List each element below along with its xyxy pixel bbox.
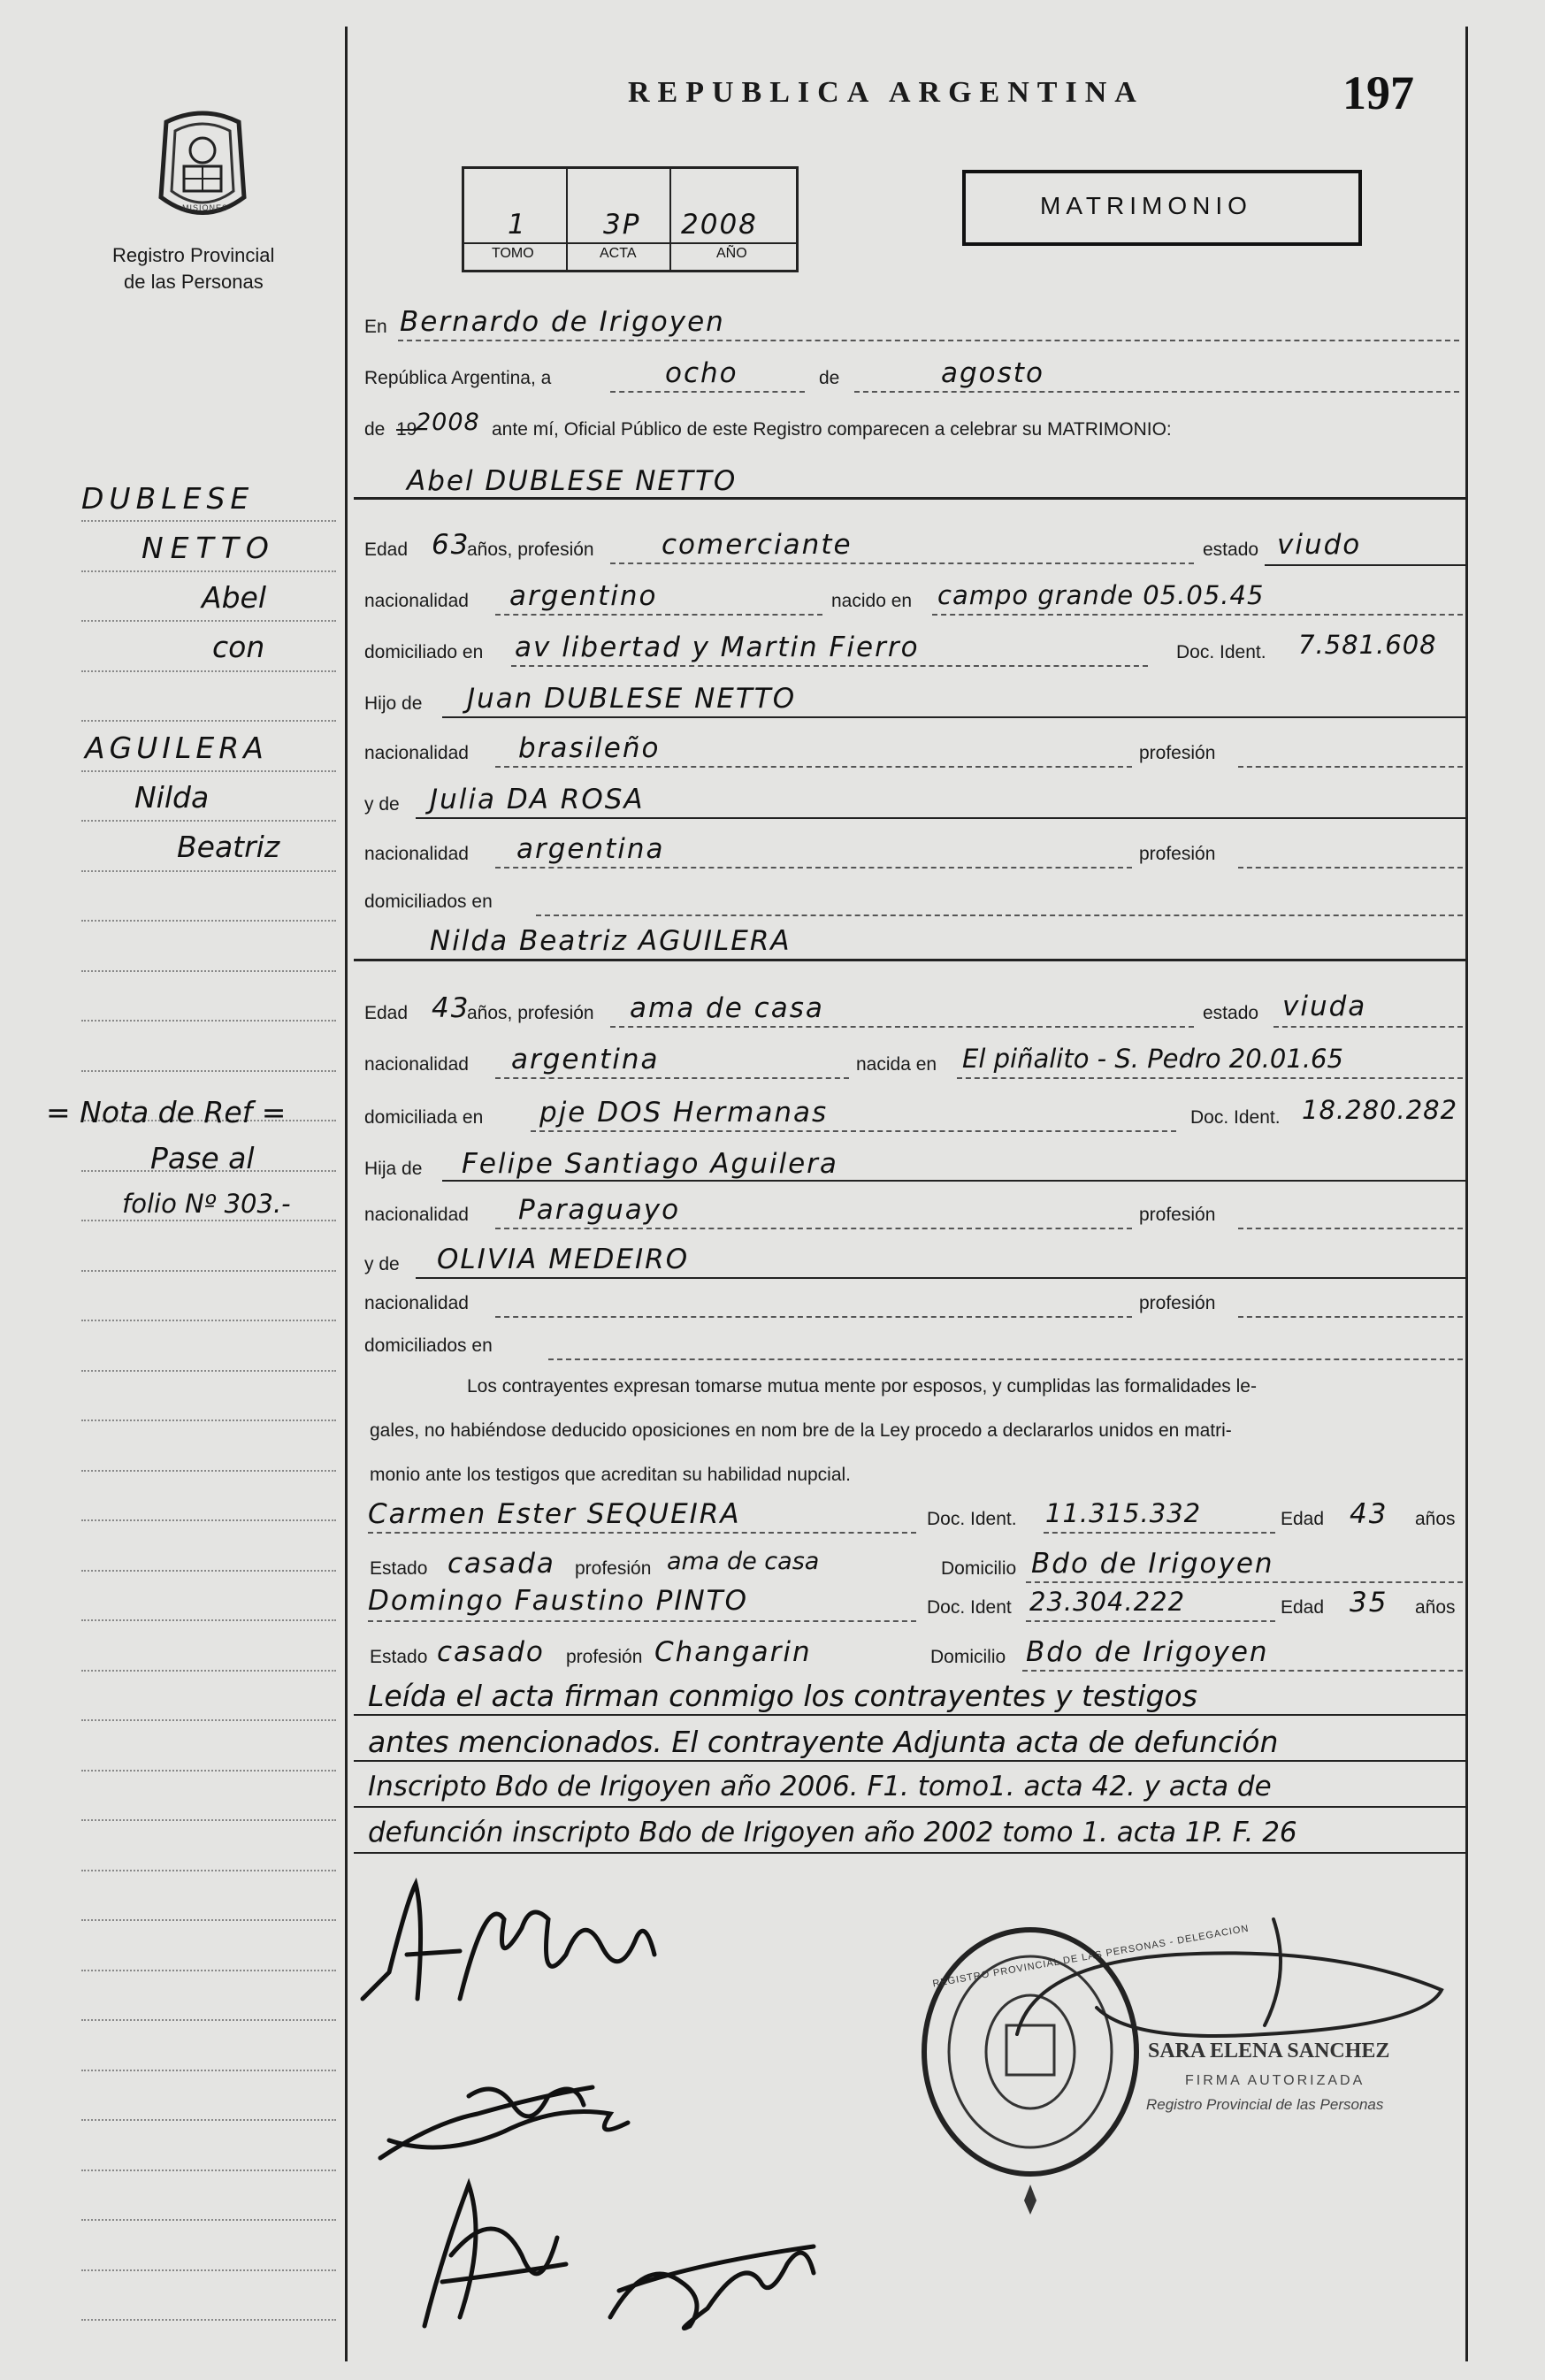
margin-rule-line	[81, 620, 336, 622]
groom-address-line	[511, 665, 1148, 667]
groom-edad-row-line	[1265, 564, 1466, 566]
witness1-anos-label: años	[1415, 1509, 1456, 1529]
bride-mother-nat-label: nacionalidad	[364, 1293, 469, 1313]
margin-rule-line	[81, 1970, 336, 1971]
margin-rule-line	[81, 1570, 336, 1572]
declaration-line-2: gales, no habiéndose deducido oposiciones en nom bre de la Ley procedo a declararlos unidos en matri-	[370, 1420, 1232, 1441]
witness1-occupation: ama de casa	[667, 1548, 820, 1575]
margin-rule-line	[81, 1320, 336, 1321]
officer-title: FIRMA AUTORIZADA	[1185, 2073, 1365, 2088]
bride-address-line	[531, 1130, 1176, 1132]
witness2-status: casado	[437, 1636, 545, 1668]
groom-doc-number: 7.581.608	[1298, 630, 1437, 660]
bride-father: Felipe Santiago Aguilera	[462, 1148, 838, 1180]
day-fill-line	[610, 391, 805, 393]
witness2-estado-label: Estado	[370, 1647, 428, 1667]
groom-domiciliados-label: domiciliados en	[364, 892, 493, 912]
bride-name-line	[354, 959, 1466, 961]
margin-bride-given1: Nilda	[134, 780, 210, 815]
witness1-doc-number: 11.315.332	[1045, 1498, 1202, 1528]
right-border-line	[1465, 27, 1468, 2361]
closing-note-line-4: defunción inscripto Bdo de Irigoyen año 2002 tomo 1. acta 1P. F. 26	[368, 1817, 1297, 1848]
witness2-name: Domingo Faustino PINTO	[368, 1585, 749, 1617]
de-label: de	[819, 368, 840, 388]
groom-father: Juan DUBLESE NETTO	[467, 683, 797, 715]
country-title: REPUBLICA ARGENTINA	[628, 76, 1144, 109]
groom-nationality: argentino	[509, 580, 658, 612]
marriage-month: agosto	[941, 357, 1044, 389]
place-fill-line	[398, 340, 1459, 341]
bride-nationality: argentina	[511, 1044, 660, 1075]
margin-rule-line	[81, 920, 336, 922]
intro-sentence: ante mí, Oficial Público de este Registro comparecen a celebrar su MATRIMONIO:	[492, 419, 1172, 440]
marriage-place: Bernardo de Irigoyen	[400, 306, 725, 338]
margin-groom-surname2: NETTO	[141, 531, 276, 565]
acta-label: ACTA	[600, 246, 637, 261]
groom-mother-nat-line	[495, 867, 1132, 869]
groom-mother-nat-label: nacionalidad	[364, 844, 469, 864]
witness2-doc-label: Doc. Ident	[927, 1597, 1012, 1618]
margin-rule-line	[81, 870, 336, 872]
groom-estado-label: estado	[1203, 540, 1259, 560]
witness1-domicilio-label: Domicilio	[941, 1558, 1017, 1579]
margin-bride-given2: Beatriz	[177, 830, 280, 864]
bride-mother-line	[416, 1277, 1466, 1279]
stamp-ring-text: REGISTRO PROVINCIAL DE LAS PERSONAS - DELEGACION	[931, 1923, 1251, 1990]
closing-note-line-3: Inscripto Bdo de Irigoyen año 2006. F1. tomo1. acta 42. y acta de	[368, 1771, 1272, 1802]
margin-rule-line	[81, 2070, 336, 2071]
declaration-line-3: monio ante los testigos que acreditan su habilidad nupcial.	[370, 1465, 852, 1485]
ano-label: AÑO	[716, 246, 747, 261]
margin-rule-line	[81, 1770, 336, 1772]
bride-estado-line	[1273, 1026, 1463, 1028]
groom-mother-nationality: argentina	[516, 833, 665, 865]
groom-name-line	[354, 497, 1466, 500]
margin-rule-line	[81, 520, 336, 522]
bride-mother-prof-line	[1238, 1316, 1463, 1318]
margin-bride-surname: AGUILERA	[85, 731, 268, 765]
margin-connector: con	[212, 630, 265, 664]
bride-address: pje DOS Hermanas	[539, 1097, 829, 1129]
witness2-edad-label: Edad	[1281, 1597, 1325, 1618]
groom-father-line	[442, 716, 1466, 718]
bride-age: 43	[432, 992, 470, 1024]
groom-birth: campo grande 05.05.45	[937, 580, 1265, 610]
bride-estado-label: estado	[1203, 1003, 1259, 1023]
margin-rule-line	[81, 1870, 336, 1871]
witness1-profesion-label: profesión	[575, 1558, 652, 1579]
groom-nationality-label: nacionalidad	[364, 591, 469, 611]
groom-anos-profesion-label: años, profesión	[467, 540, 594, 560]
bride-occupation-line	[610, 1026, 1194, 1028]
groom-domiciliados-line	[536, 915, 1463, 916]
witness1-address-line	[1026, 1581, 1463, 1583]
bride-father-line	[442, 1180, 1466, 1182]
bride-domiciliados-line	[548, 1358, 1463, 1360]
witness2-profesion-label: profesión	[566, 1647, 643, 1667]
marriage-year: 2008	[416, 409, 480, 436]
margin-rule-line	[81, 2170, 336, 2171]
margin-rule-line	[81, 820, 336, 822]
witness1-name: Carmen Ester SEQUEIRA	[368, 1498, 741, 1530]
groom-nationality-line	[495, 614, 822, 616]
bride-father-nationality: Paraguayo	[518, 1194, 681, 1226]
margin-rule-line	[81, 2319, 336, 2321]
margin-note-line3: folio Nº 303.-	[122, 1189, 291, 1219]
closing-rule-3	[354, 1806, 1466, 1808]
bride-birth-line	[957, 1077, 1463, 1079]
witness1-estado-label: Estado	[370, 1558, 428, 1579]
margin-rule-line	[81, 1370, 336, 1372]
witness1-address: Bdo de Irigoyen	[1031, 1548, 1274, 1580]
groom-age: 63	[432, 529, 470, 561]
bride-father-nat-line	[495, 1228, 1132, 1229]
ano-value: 2008	[681, 209, 758, 241]
officer-name: SARA ELENA SANCHEZ	[1148, 2039, 1390, 2062]
witness1-doc-label: Doc. Ident.	[927, 1509, 1017, 1529]
groom-mother-line	[416, 817, 1466, 819]
margin-groom-surname1: DUBLESE	[81, 481, 255, 516]
groom-address: av libertad y Martin Fierro	[515, 631, 920, 663]
groom-father-prof-label: profesión	[1139, 743, 1216, 763]
reference-label-row	[462, 242, 796, 244]
registry-name-line2: de las Personas	[124, 271, 264, 293]
bride-father-prof-line	[1238, 1228, 1463, 1229]
margin-rule-line	[81, 1470, 336, 1472]
margin-rule-line	[81, 2019, 336, 2021]
margin-rule-line	[81, 670, 336, 672]
record-type-label: MATRIMONIO	[1040, 192, 1252, 219]
bride-nacida-label: nacida en	[856, 1054, 937, 1075]
bride-domicile-label: domiciliada en	[364, 1107, 484, 1128]
groom-nacido-label: nacido en	[831, 591, 913, 611]
witness-signature-icon	[389, 2149, 849, 2344]
margin-rule-line	[81, 570, 336, 572]
groom-occupation: comerciante	[662, 529, 853, 561]
tomo-label: TOMO	[492, 246, 534, 261]
groom-edad-label: Edad	[364, 540, 409, 560]
margin-rule-line	[81, 1519, 336, 1521]
de-year-label: de	[364, 419, 386, 440]
margin-rule-line	[81, 1420, 336, 1421]
en-label: En	[364, 317, 387, 337]
bride-father-prof-label: profesión	[1139, 1205, 1216, 1225]
groom-occupation-line	[610, 562, 1194, 564]
margin-rule-line	[81, 970, 336, 972]
bride-nationality-line	[495, 1077, 849, 1079]
margin-rule-line	[81, 1220, 336, 1221]
declaration-line-1: Los contrayentes expresan tomarse mutua mente por esposos, y cumplidas las formalidades le-	[467, 1376, 1257, 1397]
bride-full-name: Nilda Beatriz AGUILERA	[430, 925, 792, 957]
month-fill-line	[854, 391, 1459, 393]
groom-doc-label: Doc. Ident.	[1176, 642, 1266, 662]
page-number: 197	[1342, 66, 1414, 119]
witness1-doc-line	[1044, 1532, 1275, 1534]
bride-anos-profesion-label: años, profesión	[467, 1003, 594, 1023]
margin-divider-line	[345, 27, 348, 2361]
closing-note-line-2: antes mencionados. El contrayente Adjunta acta de defunción	[368, 1725, 1279, 1759]
witness2-name-line	[368, 1620, 916, 1622]
witness1-age: 43	[1350, 1498, 1388, 1530]
reference-divider-2	[669, 166, 671, 270]
witness2-doc-line	[1026, 1620, 1275, 1622]
closing-rule-1	[354, 1714, 1466, 1716]
margin-rule-line	[81, 2219, 336, 2221]
margin-rule-line	[81, 2269, 336, 2271]
bride-hija-label: Hija de	[364, 1159, 423, 1179]
republica-label: República Argentina, a	[364, 368, 552, 388]
witness2-doc-number: 23.304.222	[1029, 1587, 1186, 1617]
witness2-occupation: Changarin	[654, 1636, 812, 1668]
bride-father-nat-label: nacionalidad	[364, 1205, 469, 1225]
reference-divider-1	[566, 166, 568, 270]
groom-mother: Julia DA ROSA	[430, 784, 645, 815]
acta-value: 3P	[603, 209, 641, 241]
groom-mother-prof-line	[1238, 867, 1463, 869]
margin-rule-line	[81, 2119, 336, 2121]
groom-mother-prof-label: profesión	[1139, 844, 1216, 864]
margin-rule-line	[81, 1819, 336, 1821]
registry-seal-text: MISIONES	[182, 203, 229, 212]
witness2-age: 35	[1350, 1587, 1388, 1619]
margin-rule-line	[81, 770, 336, 772]
marriage-day: ocho	[665, 357, 738, 389]
officer-org: Registro Provincial de las Personas	[1146, 2096, 1384, 2113]
margin-rule-line	[81, 1719, 336, 1721]
groom-father-prof-line	[1238, 766, 1463, 768]
groom-yde-label: y de	[364, 794, 400, 815]
groom-civil-status: viudo	[1277, 529, 1362, 561]
margin-rule-line	[81, 1670, 336, 1672]
groom-full-name: Abel DUBLESE NETTO	[407, 465, 738, 497]
witness2-anos-label: años	[1415, 1597, 1456, 1618]
closing-rule-4	[354, 1852, 1466, 1854]
bride-mother-nat-line	[495, 1316, 1132, 1318]
margin-rule-line	[81, 1070, 336, 1072]
margin-rule-line	[81, 1020, 336, 1022]
bride-doc-number: 18.280.282	[1302, 1095, 1458, 1125]
groom-father-nat-line	[495, 766, 1132, 768]
margin-rule-line	[81, 1919, 336, 1921]
groom-father-nationality: brasileño	[518, 732, 661, 764]
bride-birth: El piñalito - S. Pedro 20.01.65	[962, 1044, 1343, 1074]
groom-signature-icon	[354, 1866, 690, 2025]
bride-civil-status: viuda	[1282, 991, 1367, 1022]
bride-occupation: ama de casa	[630, 992, 824, 1024]
margin-rule-line	[81, 1619, 336, 1621]
groom-domicile-label: domiciliado en	[364, 642, 484, 662]
witness1-status: casada	[447, 1548, 555, 1580]
bride-edad-label: Edad	[364, 1003, 409, 1023]
groom-father-nat-label: nacionalidad	[364, 743, 469, 763]
margin-rule-line	[81, 1270, 336, 1272]
year-struck: 19	[396, 419, 417, 440]
registry-name-line1: Registro Provincial	[112, 244, 275, 266]
witness2-address-line	[1022, 1670, 1463, 1672]
bride-doc-label: Doc. Ident.	[1190, 1107, 1281, 1128]
margin-groom-given: Abel	[202, 580, 266, 615]
bride-mother-prof-label: profesión	[1139, 1293, 1216, 1313]
witness2-domicilio-label: Domicilio	[930, 1647, 1006, 1667]
margin-note-line2: Pase al	[150, 1141, 255, 1175]
margin-note-line1: = Nota de Ref =	[46, 1095, 287, 1129]
groom-hijo-label: Hijo de	[364, 693, 423, 714]
closing-note-line-1: Leída el acta firman conmigo los contrayentes y testigos	[368, 1679, 1197, 1713]
bride-yde-label: y de	[364, 1254, 400, 1274]
margin-rule-line	[81, 720, 336, 722]
bride-mother: OLIVIA MEDEIRO	[437, 1244, 690, 1275]
bride-domiciliados-label: domiciliados en	[364, 1335, 493, 1356]
groom-birth-line	[932, 614, 1463, 616]
witness1-name-line	[368, 1532, 916, 1534]
bride-nationality-label: nacionalidad	[364, 1054, 469, 1075]
witness2-address: Bdo de Irigoyen	[1026, 1636, 1269, 1668]
closing-rule-2	[354, 1760, 1466, 1762]
tomo-value: 1	[508, 209, 527, 241]
witness1-edad-label: Edad	[1281, 1509, 1325, 1529]
